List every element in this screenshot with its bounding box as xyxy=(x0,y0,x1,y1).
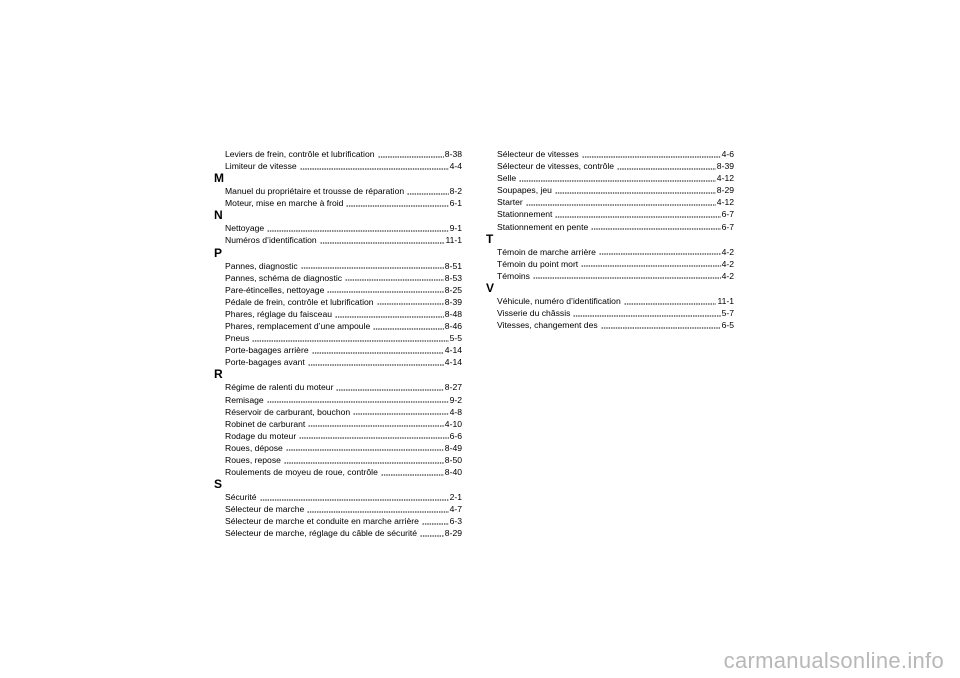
entry-title: Pneus xyxy=(225,333,250,344)
dot-leader xyxy=(284,454,444,464)
dot-leader xyxy=(533,270,721,280)
entry-title: Régime de ralenti du moteur xyxy=(225,382,334,393)
entry-title: Roues, repose xyxy=(225,454,281,465)
entry-title: Soupapes, jeu xyxy=(497,185,552,196)
entry-title: Manuel du propriétaire et trousse de réparation xyxy=(225,186,405,197)
dot-leader xyxy=(336,381,443,391)
index-entry xyxy=(219,514,462,526)
dot-leader xyxy=(420,527,444,537)
entry-page-number: 8-48 xyxy=(444,308,462,319)
dot-leader xyxy=(260,491,449,501)
index-entry xyxy=(219,221,462,233)
entry-title: Phares, réglage du faisceau xyxy=(225,308,333,319)
entry-page-number: 4-10 xyxy=(444,418,462,429)
dot-leader xyxy=(599,246,721,256)
entry-title: Porte-bagages arrière xyxy=(225,345,309,356)
dot-leader xyxy=(346,197,448,207)
index-entry xyxy=(491,159,734,171)
index-entry xyxy=(219,355,462,367)
dot-leader xyxy=(327,284,443,294)
entry-page-number: 6-6 xyxy=(449,430,462,441)
index-entry xyxy=(491,269,734,281)
entry-page-number: 4-14 xyxy=(444,345,462,356)
entry-page-number: 8-25 xyxy=(444,284,462,295)
index-entry xyxy=(219,283,462,295)
index-entry xyxy=(219,465,462,477)
entry-title: Moteur, mise en marche à froid xyxy=(225,198,344,209)
entry-page-number: 8-53 xyxy=(444,272,462,283)
entry-title: Selle xyxy=(497,173,517,184)
entry-title: Rodage du moteur xyxy=(225,430,297,441)
index-entry xyxy=(491,294,734,306)
index-entry xyxy=(219,343,462,355)
entry-title: Robinet de carburant xyxy=(225,418,306,429)
entry-page-number: 11-1 xyxy=(445,235,462,246)
index-column-right xyxy=(486,147,734,331)
dot-leader xyxy=(286,442,444,452)
entry-page-number: 6-5 xyxy=(721,320,734,331)
entry-page-number: 4-8 xyxy=(449,406,462,417)
dot-leader xyxy=(299,430,448,440)
index-entry xyxy=(219,259,462,271)
index-entry xyxy=(219,159,462,171)
dot-leader xyxy=(617,160,716,170)
dot-leader xyxy=(591,221,720,231)
entry-title: Porte-bagages avant xyxy=(225,357,305,368)
entry-page-number: 8-39 xyxy=(716,161,734,172)
index-entry xyxy=(219,441,462,453)
dot-leader xyxy=(267,222,448,232)
index-entry xyxy=(219,319,462,331)
dot-leader xyxy=(555,184,716,194)
entry-page-number: 8-29 xyxy=(716,185,734,196)
dot-leader xyxy=(581,258,720,268)
dot-leader xyxy=(624,295,717,305)
index-entry xyxy=(219,196,462,208)
entry-page-number: 4-2 xyxy=(721,258,734,269)
dot-leader xyxy=(353,406,448,416)
index-entry xyxy=(491,306,734,318)
entry-page-number: 8-50 xyxy=(444,454,462,465)
entry-title: Limiteur de vitesse xyxy=(225,161,297,172)
dot-leader xyxy=(555,208,720,218)
entry-title: Pédale de frein, contrôle et lubrification xyxy=(225,296,374,307)
entry-page-number: 4-4 xyxy=(449,161,462,172)
entry-title: Sélecteur de marche, réglage du câble de sécurité xyxy=(225,528,418,539)
entry-page-number: 8-2 xyxy=(449,186,462,197)
entry-title: Leviers de frein, contrôle et lubrification xyxy=(225,149,375,159)
section-letter: P xyxy=(214,245,223,260)
entry-page-number: 8-49 xyxy=(444,442,462,453)
entry-page-number: 4-14 xyxy=(444,357,462,368)
dot-leader xyxy=(252,332,448,342)
entry-title: Roues, dépose xyxy=(225,442,283,453)
entry-title: Phares, remplacement d’une ampoule xyxy=(225,321,371,332)
entry-page-number: 4-7 xyxy=(449,504,462,515)
entry-title: Témoins xyxy=(497,270,530,281)
index-entry xyxy=(219,526,462,538)
dot-leader xyxy=(307,503,448,513)
dot-leader xyxy=(573,307,720,317)
entry-title: Sécurité xyxy=(225,492,257,503)
entry-page-number: 9-2 xyxy=(449,394,462,405)
index-entry xyxy=(219,331,462,343)
entry-page-number: 6-1 xyxy=(449,198,462,209)
dot-leader xyxy=(345,272,444,282)
index-entry xyxy=(219,453,462,465)
dot-leader xyxy=(582,148,721,158)
entry-title: Stationnement xyxy=(497,209,553,220)
entry-title: Pannes, diagnostic xyxy=(225,260,298,271)
section-letter: T xyxy=(486,231,494,246)
dot-leader xyxy=(312,344,444,354)
index-entry xyxy=(219,429,462,441)
entry-page-number: 8-27 xyxy=(444,382,462,393)
entry-page-number: 8-38 xyxy=(444,149,462,159)
entry-page-number: 4-2 xyxy=(721,270,734,281)
index-entry xyxy=(219,405,462,417)
index-entry xyxy=(219,307,462,319)
section-letter: M xyxy=(214,171,224,186)
entry-title: Pare-étincelles, nettoyage xyxy=(225,284,325,295)
dot-leader xyxy=(378,148,444,158)
dot-leader xyxy=(381,466,444,476)
entry-page-number: 4-12 xyxy=(716,173,734,184)
dot-leader xyxy=(407,185,448,195)
entry-title: Stationnement en pente xyxy=(497,221,589,232)
dot-leader xyxy=(308,418,444,428)
entry-page-number: 4-2 xyxy=(721,246,734,257)
entry-title: Témoin du point mort xyxy=(497,258,579,269)
dot-leader xyxy=(526,196,716,206)
dot-leader xyxy=(267,394,449,404)
section-letter: V xyxy=(486,280,495,295)
entry-page-number: 4-6 xyxy=(721,149,734,159)
section-letter: S xyxy=(214,477,223,492)
entry-page-number: 5-5 xyxy=(449,333,462,344)
entry-title: Vitesses, changement des xyxy=(497,320,598,331)
entry-title: Sélecteur de marche et conduite en marche arrière xyxy=(225,516,419,527)
entry-title: Remisage xyxy=(225,394,264,405)
dot-leader xyxy=(422,515,449,525)
entry-page-number: 2-1 xyxy=(449,492,462,503)
dot-leader xyxy=(320,234,445,244)
entry-title: Numéros d’identification xyxy=(225,235,317,246)
dot-leader xyxy=(601,319,721,329)
index-entry xyxy=(219,417,462,429)
index-entry xyxy=(219,233,462,245)
entry-page-number: 4-12 xyxy=(716,197,734,208)
entry-title: Nettoyage xyxy=(225,223,265,234)
index-entry xyxy=(491,318,734,330)
index-entry xyxy=(491,257,734,269)
entry-page-number: 8-40 xyxy=(444,467,462,478)
index-entry xyxy=(219,295,462,307)
index-entry xyxy=(219,393,462,405)
dot-leader xyxy=(300,160,449,170)
dot-leader xyxy=(519,172,716,182)
entry-title: Véhicule, numéro d’identification xyxy=(497,295,621,306)
index-entry xyxy=(219,184,462,196)
dot-leader xyxy=(377,296,444,306)
entry-title: Roulements de moyeu de roue, contrôle xyxy=(225,467,378,478)
index-entry xyxy=(491,207,734,219)
entry-page-number: 8-46 xyxy=(444,321,462,332)
entry-page-number: 8-39 xyxy=(444,296,462,307)
entry-page-number: 8-51 xyxy=(444,260,462,271)
entry-title: Témoin de marche arrière xyxy=(497,246,596,257)
entry-title: Pannes, schéma de diagnostic xyxy=(225,272,343,283)
entry-page-number: 11-1 xyxy=(717,295,734,306)
entry-title: Réservoir de carburant, bouchon xyxy=(225,406,351,417)
index-entry xyxy=(219,490,462,502)
entry-page-number: 6-7 xyxy=(721,209,734,220)
entry-title: Visserie du châssis xyxy=(497,308,571,319)
entry-page-number: 6-3 xyxy=(449,516,462,527)
entry-page-number: 8-29 xyxy=(444,528,462,539)
index-entry xyxy=(491,183,734,195)
index-entry xyxy=(219,147,462,159)
entry-title: Sélecteur de vitesses, contrôle xyxy=(497,161,615,172)
entry-page-number: 6-7 xyxy=(721,221,734,232)
index-entry xyxy=(219,380,462,392)
section-letter: N xyxy=(214,208,223,223)
index-entry xyxy=(491,195,734,207)
dot-leader xyxy=(373,320,444,330)
dot-leader xyxy=(335,308,444,318)
index-entry xyxy=(491,147,734,159)
dot-leader xyxy=(308,356,444,366)
index-entry xyxy=(219,271,462,283)
dot-leader xyxy=(301,260,444,270)
index-column-left xyxy=(214,147,462,539)
entry-title: Starter xyxy=(497,197,523,208)
entry-page-number: 9-1 xyxy=(449,223,462,234)
index-entry xyxy=(491,220,734,232)
index-entry xyxy=(491,171,734,183)
entry-title: Sélecteur de marche xyxy=(225,504,305,515)
entry-page-number: 5-7 xyxy=(721,308,734,319)
index-entry xyxy=(219,502,462,514)
index-entry xyxy=(491,245,734,257)
section-letter: R xyxy=(214,367,223,382)
watermark: carmanualsonline.info xyxy=(723,648,944,673)
entry-title: Sélecteur de vitesses xyxy=(497,149,579,159)
